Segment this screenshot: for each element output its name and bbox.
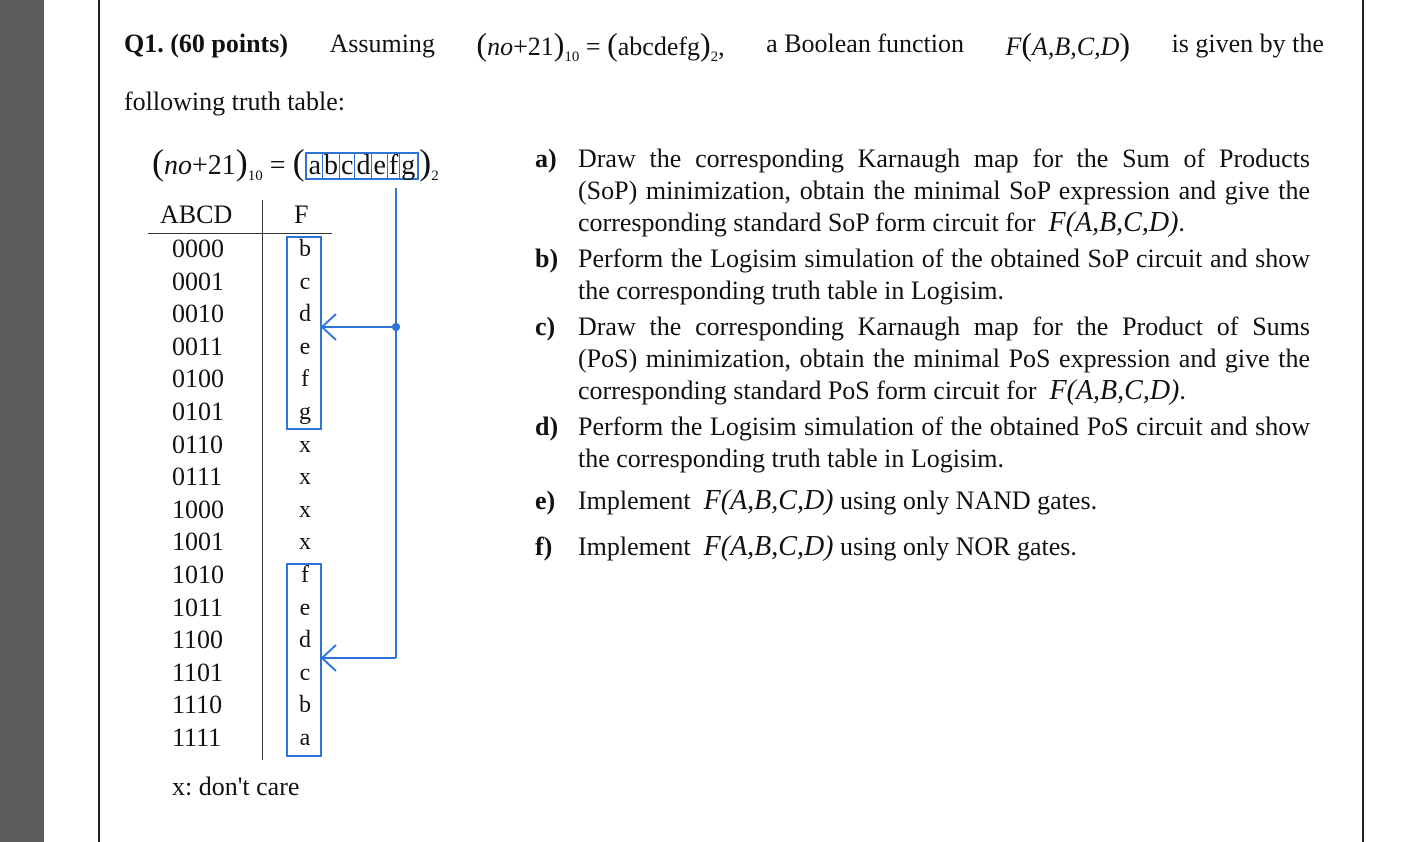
sub-questions [535, 143, 1310, 563]
sub-question-last-line: the corresponding standard SoP form circuit for [578, 176, 1311, 237]
bit-d: d [356, 150, 371, 181]
table-row-abcd: 1010 [172, 560, 224, 589]
sub-question-label: b) [535, 244, 559, 273]
sub-question-tail: . [1179, 376, 1186, 405]
eq-const: +21 [513, 32, 554, 61]
bit-a: a [308, 150, 322, 181]
table-equation: $(no+21)_{10}$ = ( a b c d e f g )$_2$ [152, 142, 439, 184]
table-row-f: x [299, 529, 311, 556]
table-row-f: b [299, 236, 311, 262]
sub-question-last-line: Implement [578, 486, 691, 515]
table-row-abcd: 1100 [172, 625, 224, 655]
sub-question-label: c) [535, 312, 556, 341]
sub-question-text [578, 143, 1310, 239]
bit-e: e [373, 150, 386, 181]
header-abcd: ABCD [160, 200, 233, 229]
table-row-abcd: 0001 [172, 266, 224, 296]
eq-comma: , [718, 32, 725, 61]
table-row-f: x [299, 496, 311, 523]
table-row-f: c [299, 659, 311, 686]
sub-question-label: a) [535, 144, 557, 173]
table-row-abcd: 0000 [172, 234, 224, 263]
question-number: Q1. [124, 29, 164, 58]
sub-question-tail: using only NAND gates. [840, 486, 1098, 515]
sub-question-f [535, 531, 1310, 563]
sub-question-last-line: Implement [578, 532, 691, 561]
table-row-f: x [299, 464, 311, 491]
sub-question-text [578, 485, 1310, 517]
sub-question-text [578, 311, 1310, 407]
func-args: A,B,C,D [1032, 32, 1120, 61]
question-equation: $(no+21)_{10}$ = $(abcdefg)_2$, [476, 26, 725, 65]
table-eq-base2: 2 [431, 168, 439, 184]
sub-question-b [535, 243, 1310, 307]
sub-question-text [578, 411, 1310, 475]
sub-question-body: Perform the Logisim simulation of the obtained SoP circuit and [578, 244, 1248, 273]
table-row-f: x [299, 431, 311, 458]
table-eq-equals: = [269, 150, 286, 181]
table-eq-base10: 10 [247, 168, 263, 184]
sub-question-last-line: show the corresponding truth table in Logisim. [578, 244, 1311, 305]
table-row-abcd: 0100 [172, 364, 224, 394]
table-eq-var: no [164, 150, 192, 181]
table-row-abcd: 1110 [172, 690, 223, 720]
table-row-f: a [299, 725, 311, 751]
bit-g: g [401, 150, 416, 181]
eq-equals: = [585, 32, 601, 61]
table-row-f: c [299, 268, 311, 295]
table-row-abcd: 1001 [172, 527, 224, 557]
table-row-f: b [299, 692, 311, 719]
header-f: F [294, 200, 309, 229]
table-row-f: g [299, 399, 311, 425]
sub-question-text [578, 243, 1310, 307]
sub-question-body: Draw the corresponding Karnaugh map for the Product of Sums (PoS) minimization, obtain the minimal PoS expression and give [578, 312, 1310, 373]
sub-question-body: Perform the Logisim simulation of the obtained PoS circuit and [578, 412, 1248, 441]
sub-question-label: e) [535, 486, 556, 515]
sub-question-body: Draw the corresponding Karnaugh map for the Sum of Products (SoP) minimization, obtain the minimal SoP expression and give [578, 144, 1310, 205]
arrow-junction-dot [392, 323, 400, 331]
dont-care-caption: x: don't care [172, 772, 300, 801]
eq-var: no [487, 32, 514, 61]
sub-question-tail: . [1178, 208, 1185, 237]
sub-question-label: f) [535, 532, 553, 561]
table-row-abcd: 0101 [172, 397, 224, 426]
sub-question-text [578, 531, 1310, 563]
table-row-abcd: 0110 [172, 429, 224, 459]
function-expression: F(A,B,C,D) [1049, 375, 1180, 406]
table-row-f: d [299, 627, 311, 654]
table-row-abcd: 1111 [172, 723, 222, 752]
table-row-abcd: 0111 [172, 462, 223, 492]
bit-b: b [324, 150, 339, 181]
table-row-f: e [299, 333, 311, 360]
table-row-f: f [301, 366, 309, 393]
given-by-text: is given by the [1171, 29, 1324, 58]
sub-question-e [535, 485, 1310, 517]
table-row-abcd: 0010 [172, 299, 224, 329]
table-row-f: f [301, 562, 309, 588]
bit-c: c [341, 150, 354, 181]
sub-question-d [535, 411, 1310, 475]
eq-base10: 10 [564, 49, 580, 65]
table-row-abcd: 0011 [172, 331, 224, 361]
function-expression: F(A,B,C,D) [703, 485, 834, 516]
assuming-word: Assuming [329, 29, 435, 58]
sub-question-a [535, 143, 1310, 239]
table-eq-const: +21 [192, 150, 236, 181]
table-row-abcd: 1101 [172, 657, 224, 687]
function-signature: F(A,B,C,D) [1005, 26, 1131, 62]
sub-question-last-line: the corresponding standard PoS form circuit for [578, 344, 1310, 405]
sub-question-label: d) [535, 412, 559, 441]
func-name: F [1005, 32, 1022, 61]
sub-question-c [535, 311, 1310, 407]
table-row-f: d [299, 301, 311, 328]
function-expression: F(A,B,C,D) [703, 531, 834, 562]
eq-base2: 2 [710, 49, 719, 65]
sub-question-tail: using only NOR gates. [840, 532, 1077, 561]
table-row-abcd: 1000 [172, 494, 224, 524]
table-row-abcd: 1011 [172, 592, 224, 622]
function-intro: a Boolean function [766, 29, 964, 58]
sub-question-last-line: show the corresponding truth table in Logisim. [578, 412, 1311, 473]
question-line-2: following truth table: [124, 87, 345, 116]
eq-bits: abcdefg [617, 32, 701, 61]
function-expression: F(A,B,C,D) [1048, 207, 1179, 238]
question-points: (60 points) [170, 29, 288, 58]
bit-f: f [388, 150, 399, 181]
table-row-f: e [299, 594, 311, 621]
